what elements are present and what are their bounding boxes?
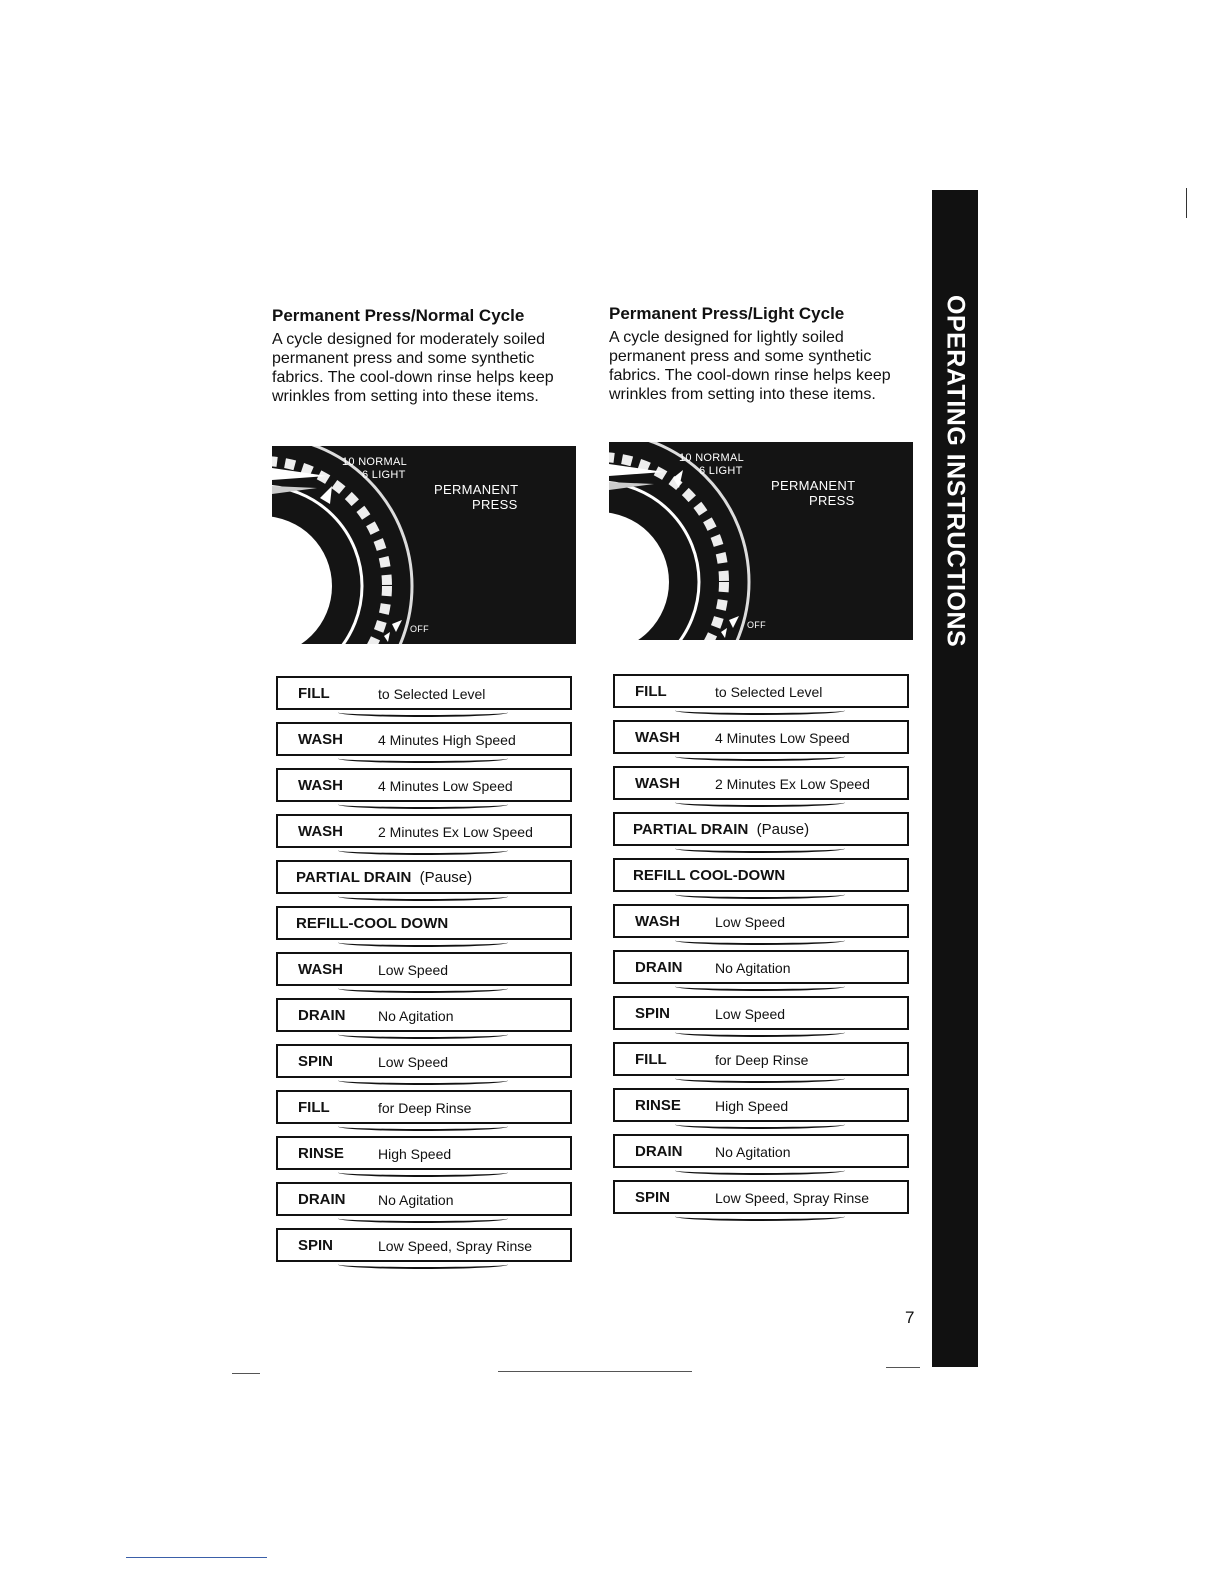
left-cycle-description: A cycle designed for moderately soiled permanent press and some synthetic fabrics. The cool-down rinse helps keep wrinkles from setting into these items. (272, 331, 554, 405)
right-dial-illustration (609, 442, 913, 640)
step-name: REFILL-COOL DOWN (296, 915, 449, 932)
step-detail: 4 Minutes Low Speed (378, 778, 513, 794)
step-name: WASH (298, 961, 343, 978)
step-inline (296, 915, 448, 932)
step-name: FILL (635, 683, 667, 700)
step-box (276, 1044, 572, 1078)
right-steps-list (613, 674, 909, 1226)
step-detail: Low Speed (378, 1054, 449, 1070)
step-name: DRAIN (298, 1007, 346, 1024)
step-detail: 2 Minutes Ex Low Speed (378, 824, 533, 840)
margin-mark (1186, 188, 1187, 218)
step-name: WASH (298, 823, 343, 840)
step-box (613, 996, 909, 1030)
step-detail: Low Speed (715, 1006, 786, 1022)
step-detail: Low Speed, Spray Rinse (715, 1190, 870, 1206)
left-steps-list (276, 676, 572, 1274)
step-inline (633, 821, 809, 838)
step-box (613, 950, 909, 984)
right-cycle-description: A cycle designed for lightly soiled permanent press and some synthetic fabrics. The cool-down rinse helps keep wrinkles from setting into these items. (609, 329, 891, 403)
step-detail: High Speed (715, 1098, 789, 1114)
step-name: RINSE (298, 1145, 344, 1162)
step-name: DRAIN (635, 959, 683, 976)
step-name: RINSE (635, 1097, 681, 1114)
page-number: 7 (905, 1308, 915, 1327)
right-cycle-title: Permanent Press/Light Cycle (609, 304, 845, 323)
step-detail: 4 Minutes Low Speed (715, 730, 850, 746)
step-name: WASH (635, 913, 680, 930)
left-column (272, 306, 592, 1254)
step-detail: to Selected Level (378, 686, 486, 702)
step-name: WASH (635, 775, 680, 792)
step-box (613, 1042, 909, 1076)
dial-label-light: 6 LIGHT (699, 465, 743, 477)
step-box (276, 676, 572, 710)
step-box (613, 904, 909, 938)
dial-label-off: OFF (410, 624, 429, 634)
step-name: DRAIN (298, 1191, 346, 1208)
step-box (613, 1134, 909, 1168)
step-box (276, 768, 572, 802)
step-box (276, 998, 572, 1032)
side-tab (932, 190, 978, 1367)
step-detail: Low Speed (715, 914, 786, 930)
footer-rule (886, 1367, 920, 1368)
left-cycle-title: Permanent Press/Normal Cycle (272, 306, 525, 325)
bottom-rule (126, 1557, 267, 1558)
step-name: PARTIAL DRAIN (296, 869, 412, 886)
footer-rule (232, 1373, 260, 1374)
step-box (276, 1182, 572, 1216)
step-box (613, 720, 909, 754)
step-detail: 2 Minutes Ex Low Speed (715, 776, 870, 792)
step-box (276, 722, 572, 756)
step-box (276, 860, 572, 894)
step-box (613, 766, 909, 800)
step-box (276, 906, 572, 940)
step-detail: for Deep Rinse (378, 1100, 472, 1116)
footer-rule (498, 1371, 692, 1372)
step-name: SPIN (298, 1053, 334, 1070)
step-name: WASH (298, 777, 343, 794)
step-box (613, 1180, 909, 1214)
step-name: PARTIAL DRAIN (633, 821, 749, 838)
step-inline (296, 869, 472, 886)
dial-label-light: 6 LIGHT (362, 469, 406, 481)
step-name: WASH (298, 731, 343, 748)
dial-label-normal: 10 NORMAL (679, 452, 745, 464)
step-detail: to Selected Level (715, 684, 823, 700)
dial-label-permanent: PERMANENT (771, 478, 856, 493)
step-detail: No Agitation (378, 1008, 454, 1024)
step-name: FILL (635, 1051, 667, 1068)
step-detail: High Speed (378, 1146, 452, 1162)
step-box (276, 952, 572, 986)
step-name: SPIN (635, 1189, 671, 1206)
step-box (276, 1090, 572, 1124)
step-detail: No Agitation (715, 1144, 791, 1160)
right-column (609, 304, 929, 1206)
step-detail: (Pause) (419, 869, 473, 886)
step-detail: (Pause) (756, 821, 810, 838)
step-name: SPIN (635, 1005, 671, 1022)
step-detail: Low Speed (378, 962, 449, 978)
step-name: REFILL COOL-DOWN (633, 867, 786, 884)
step-name: FILL (298, 1099, 330, 1116)
step-box (613, 674, 909, 708)
dial-label-normal: 10 NORMAL (342, 456, 408, 468)
left-dial-illustration (272, 446, 576, 644)
step-box (613, 1088, 909, 1122)
step-name: DRAIN (635, 1143, 683, 1160)
step-detail: No Agitation (715, 960, 791, 976)
step-box (276, 814, 572, 848)
step-detail: 4 Minutes High Speed (378, 732, 516, 748)
step-detail: Low Speed, Spray Rinse (378, 1238, 533, 1254)
dial-label-press: PRESS (809, 493, 855, 508)
dial-label-press: PRESS (472, 497, 518, 512)
step-name: FILL (298, 685, 330, 702)
step-name: WASH (635, 729, 680, 746)
step-inline (633, 867, 785, 884)
step-box (276, 1228, 572, 1262)
dial-graphic-icon (272, 446, 576, 644)
step-detail: for Deep Rinse (715, 1052, 809, 1068)
step-box (613, 812, 909, 846)
dial-label-permanent: PERMANENT (434, 482, 519, 497)
dial-label-off: OFF (747, 620, 766, 630)
side-tab-label: OPERATING INSTRUCTIONS (941, 295, 970, 648)
step-box (276, 1136, 572, 1170)
step-box (613, 858, 909, 892)
dial-graphic-icon (609, 442, 913, 640)
step-detail: No Agitation (378, 1192, 454, 1208)
step-name: SPIN (298, 1237, 334, 1254)
